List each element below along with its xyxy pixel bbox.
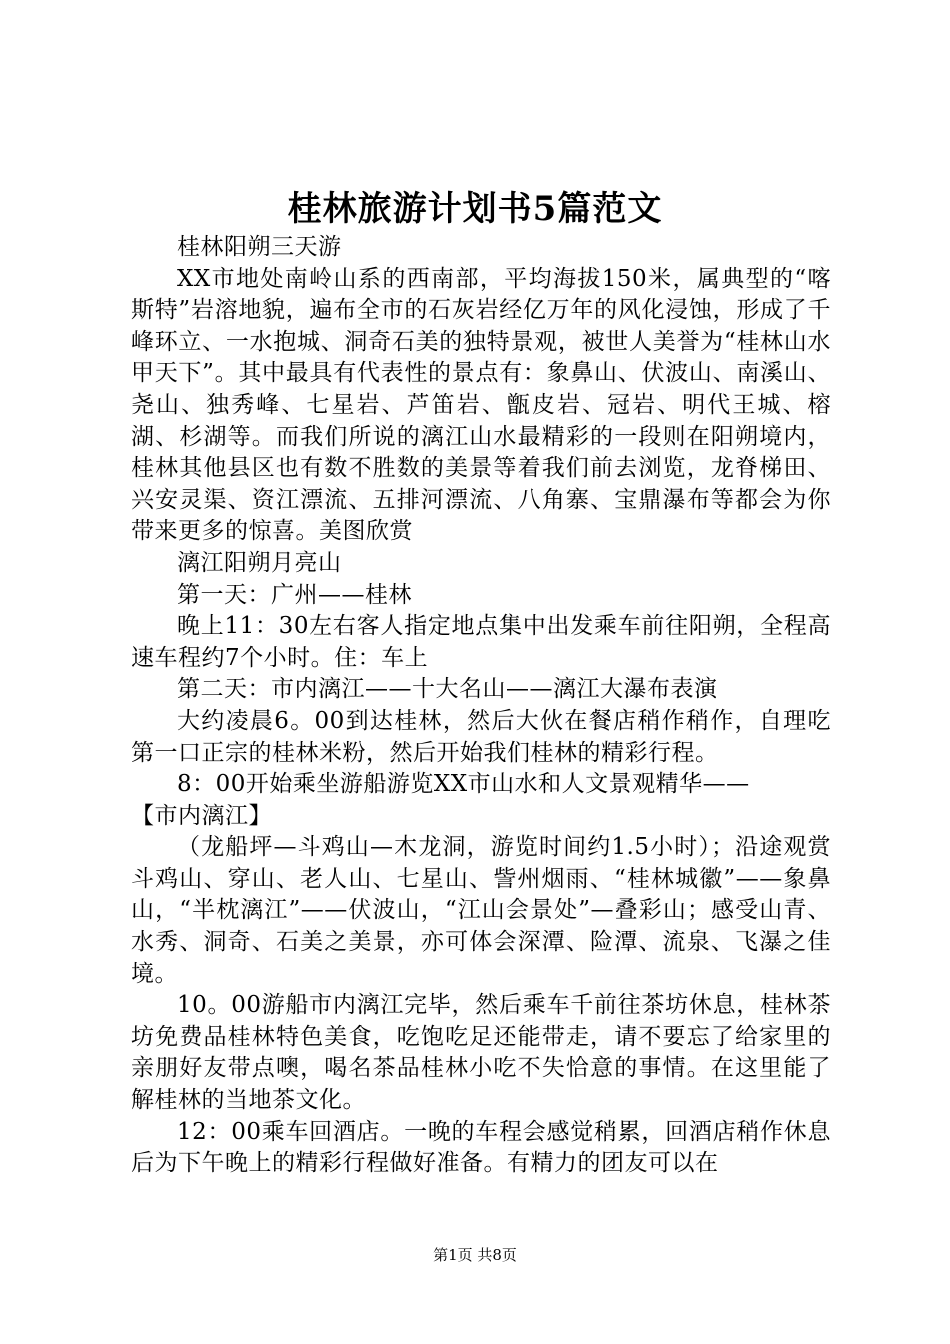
document-title: 桂林旅游计划书5篇范文 bbox=[287, 189, 663, 229]
paragraph: 12：00乘车回酒店。一晚的车程会感觉稍累，回酒店稍作休息后为下午晚上的精彩行程做好准备。有精力的团友可以在 bbox=[131, 1118, 831, 1177]
paragraph: XX市地处南岭山系的西南部，平均海拔150米，属典型的“喀斯特”岩溶地貌，遍布全市的石灰岩经亿万年的风化浸蚀，形成了千峰环立、一水抱城、洞奇石美的独特景观，被世人美誉为“桂林山水甲天下”。其中最具有代表性的景点有：象鼻山、伏波山、南溪山、尧山、独秀峰、七星岩、芦笛岩、甑皮岩、冠岩、明代王城、榕湖、杉湖等。而我们所说的漓江山水最精彩的一段则在阳朔境内，桂林其他县区也有数不胜数的美景等着我们前去浏览，龙脊梯田、兴安灵渠、资江漂流、五排河漂流、八角寨、宝鼎瀑布等都会为你带来更多的惊喜。美图欣赏 bbox=[131, 265, 831, 545]
paragraph: 第二天：市内漓江——十大名山——漓江大瀑布表演 bbox=[177, 676, 718, 703]
paragraph: 大约凌晨6。00到达桂林，然后大伙在餐店稍作稍作，自理吃第一口正宗的桂林米粉，然后开始我们桂林的精彩行程。 bbox=[131, 707, 831, 766]
paragraph: 第一天：广州——桂林 bbox=[177, 581, 412, 608]
paragraph: 桂林阳朔三天游 bbox=[177, 234, 342, 260]
paragraph: 【市内漓江】 bbox=[131, 802, 272, 829]
document-body bbox=[131, 232, 831, 1180]
paragraph: 10。00游船市内漓江完毕，然后乘车千前往茶坊休息，桂林茶坊免费品桂林特色美食，吃饱吃足还能带走，请不要忘了给家里的亲朋好友带点噢，喝名茶品桂林小吃不失恰意的事情。在这里能了解桂林的当地茶文化。 bbox=[131, 992, 831, 1114]
paragraph: 晚上11：30左右客人指定地点集中出发乘车前往阳朔，全程高速车程约7个小时。住：车上 bbox=[131, 613, 831, 671]
paragraph: 8：00开始乘坐游船游览XX市山水和人文景观精华—— bbox=[177, 771, 750, 798]
paragraph: 漓江阳朔月亮山 bbox=[177, 549, 342, 576]
paragraph: （龙船坪—斗鸡山—木龙洞，游览时间约1.5小时）；沿途观赏斗鸡山、穿山、老人山、七星山、訾州烟雨、“桂林城徽”——象鼻山，“半枕漓江”——伏波山，“江山会景处”—叠彩山；感受山青、水秀、洞奇、石美之美景，亦可体会深潭、险潭、流泉、飞瀑之佳境。 bbox=[131, 834, 831, 987]
page-footer: 第1页 共8页 bbox=[433, 1246, 517, 1264]
